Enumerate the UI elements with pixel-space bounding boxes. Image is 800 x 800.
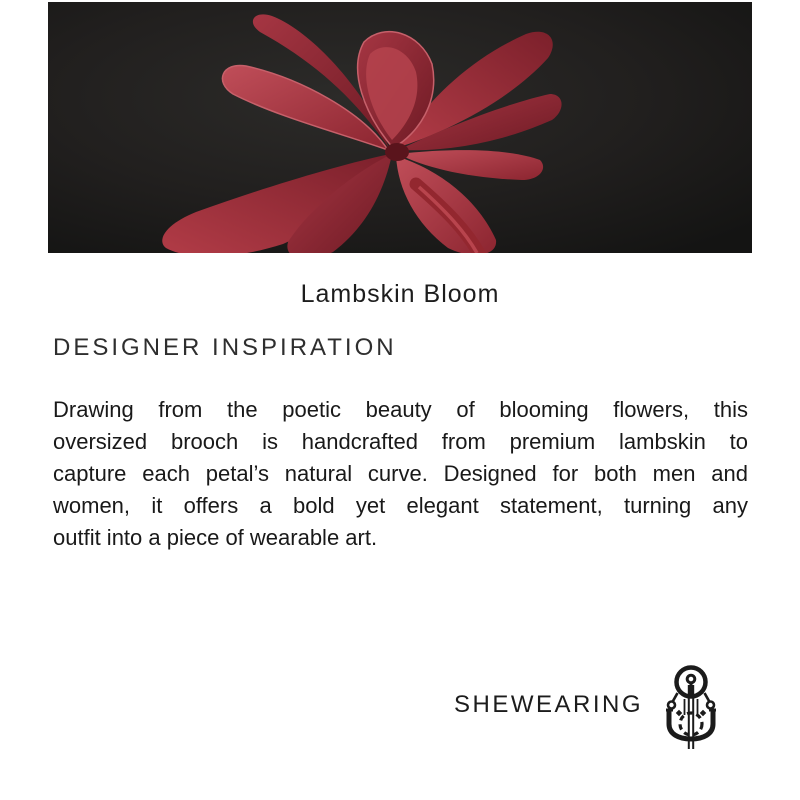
paragraph-line: oversized brooch is handcrafted from premium lambskin to: [53, 429, 748, 454]
paragraph-line: women, it offers a bold yet elegant statement, turning any: [53, 493, 748, 518]
brand-wordmark: SHEWEARING: [453, 691, 643, 718]
paragraph-line: capture each petal’s natural curve. Designed for both men and: [53, 461, 748, 486]
paragraph-line: Drawing from the poetic beauty of blooming flowers, this: [53, 397, 748, 422]
lambskin-flower-illustration: [48, 2, 752, 253]
inspiration-paragraph: [53, 394, 748, 554]
paragraph-line: outfit into a piece of wearable art.: [53, 525, 378, 550]
brand-logo-svg: [663, 665, 719, 751]
shewearing-brooch-pin-monogram-icon: [663, 665, 719, 751]
product-name-caption: Lambskin Bloom: [300, 280, 500, 308]
section-heading: DESIGNER INSPIRATION: [53, 334, 397, 361]
hero-product-photo: [48, 2, 752, 253]
